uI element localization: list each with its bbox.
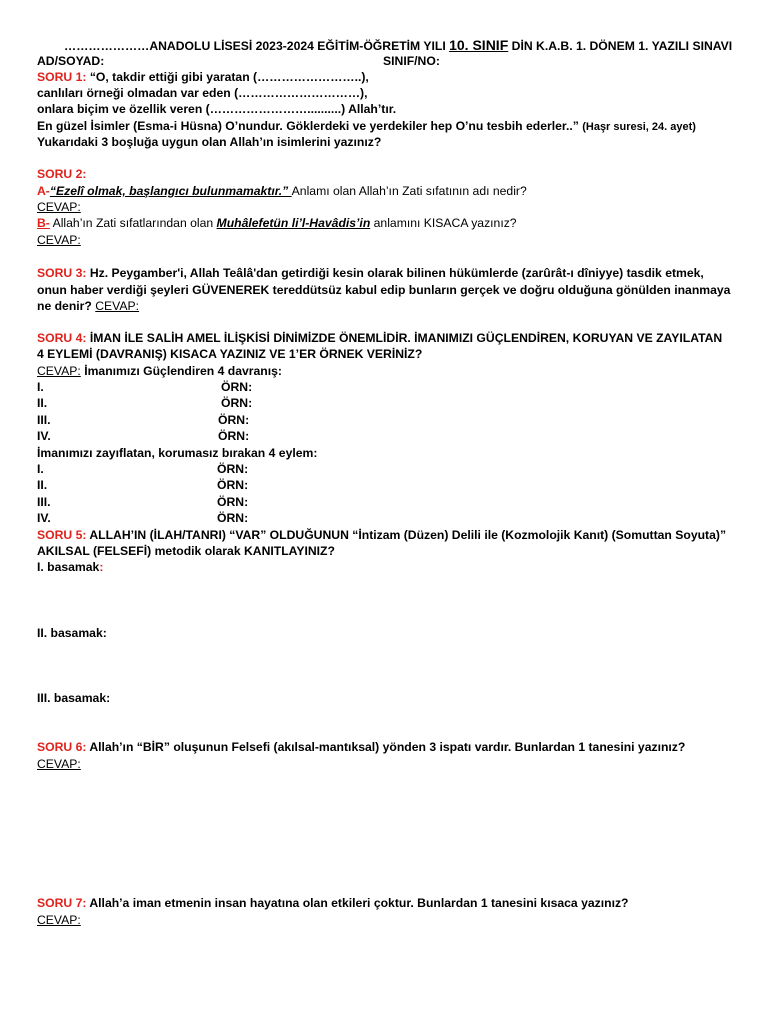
q4-label: SORU 4: <box>37 331 87 345</box>
q1-text4: En güzel İsimler (Esma-i Hüsna) O’nundur. Göklerdeki ve yerdekiler hep O’nu tesbih ederler..” <box>37 119 583 133</box>
q2-b-text1: Allah’ın Zati sıfatlarından olan <box>49 216 217 230</box>
q5-step1: I. basamak: <box>37 560 104 574</box>
q2-a-line <box>37 183 527 199</box>
q5-line2: AKILSAL (FELSEFİ) metodik olarak KANITLAYINIZ? <box>37 544 335 558</box>
q4-weak-row-4: IV. ÖRN: <box>37 511 249 525</box>
q2-answer2-label: CEVAP: <box>37 233 81 247</box>
q1-label: SORU 1: <box>37 70 87 84</box>
q6-answer-label: CEVAP: <box>37 757 81 771</box>
q1-line2: canlıları örneği olmadan var eden (…………………………), <box>37 86 368 100</box>
q4-line1 <box>37 330 722 346</box>
q3-text1: Hz. Peygamber'i, Allah Teâlâ'dan getirdiği kesin olarak bilinen hükümlerde (zarûrât-ı dîniyye) tasdik etmek, <box>86 266 704 280</box>
q5-text1: ALLAH’IN (İLAH/TANRI) “VAR” OLDUĞUNUN “İntizam (Düzen) Delili ile (Kozmolojik Kanıt) (Somuttan Soyuta)” <box>86 528 727 542</box>
q1-line4 <box>37 118 696 135</box>
q6-label: SORU 6: <box>37 740 87 754</box>
header-school: …………………ANADOLU LİSESİ 2023-2024 EĞİTİM-ÖĞRETİM YILI <box>64 39 450 53</box>
class-no-field-label: SINIF/NO: <box>383 54 440 68</box>
q2-a-quote: “Ezelî olmak, başlangıcı bulunmamaktır.” <box>49 184 292 198</box>
q2-b-text2: anlamını KISACA yazınız? <box>370 216 517 230</box>
q4-strength-title: İmanımızı Güçlendiren 4 davranış: <box>80 364 282 378</box>
q5-line1 <box>37 527 726 543</box>
q7-line1 <box>37 895 629 911</box>
q7-label: SORU 7: <box>37 896 87 910</box>
q2-b-label: B- <box>37 216 50 230</box>
q1-line3: onlara biçim ve özellik veren (……………………..........) Allah’tır. <box>37 102 397 116</box>
q6-line1 <box>37 739 685 755</box>
q4-weak-row-2: II. ÖRN: <box>37 478 249 492</box>
q4-weak-title: İmanımızı zayıflatan, korumasız bırakan 4 eylem: <box>37 446 318 460</box>
q4-strength-row-4: IV. ÖRN: <box>37 429 250 443</box>
q4-weak-row-3: III. ÖRN: <box>37 495 249 509</box>
q1-line1 <box>37 69 369 85</box>
q4-line2: 4 EYLEMİ (DAVRANIŞ) KISACA YAZINIZ VE 1’ER ÖRNEK VERİNİZ? <box>37 347 423 361</box>
q3-line2: onun haber verdiği şeyleri GÜVENEREK tereddütsüz kabul edip bunların gerçek ve doğru olduğuna gönülden inanmaya <box>37 283 731 297</box>
header-class: 10. SINIF <box>449 37 509 53</box>
q5-label: SORU 5: <box>37 528 87 542</box>
q7-answer-label: CEVAP: <box>37 913 81 927</box>
q4-text1: İMAN İLE SALİH AMEL İLİŞKİSİ DİNİMİZDE ÖNEMLİDİR. İMANIMIZI GÜÇLENDİREN, KORUYAN VE ZAYILATAN <box>86 331 723 345</box>
q7-text1: Allah’a iman etmenin insan hayatına olan etkileri çoktur. Bunlardan 1 tanesini kısaca yazınız? <box>86 896 629 910</box>
header-title: DİN K.A.B. 1. DÖNEM 1. YAZILI SINAVI <box>508 39 733 53</box>
q2-a-text: Anlamı olan Allah’ın Zati sıfatının adı nedir? <box>291 184 527 198</box>
q2-answer1-label: CEVAP: <box>37 200 81 214</box>
q2-b-term: Muhâlefetün li’l-Havâdis’in <box>216 216 371 230</box>
name-field-label: AD/SOYAD: <box>37 54 105 68</box>
q4-strength-row-3: III. ÖRN: <box>37 413 250 427</box>
q3-line3 <box>37 298 139 314</box>
q4-strength-heading <box>37 363 282 379</box>
q4-answer-label: CEVAP: <box>37 364 81 378</box>
q1-text1: “O, takdir ettiği gibi yaratan (……………………..), <box>86 70 369 84</box>
q5-step3: III. basamak: <box>37 691 111 705</box>
q3-label: SORU 3: <box>37 266 87 280</box>
q3-text3: ne denir? <box>37 299 96 313</box>
q2-a-label: A- <box>37 184 50 198</box>
q5-step2: II. basamak: <box>37 626 107 640</box>
exam-header <box>64 37 732 54</box>
q4-strength-row-2: II. ÖRN: <box>37 396 253 410</box>
q4-weak-row-1: I. ÖRN: <box>37 462 249 476</box>
q2-b-line <box>37 215 517 231</box>
q1-reference: (Haşr suresi, 24. ayet) <box>582 121 696 133</box>
q2-label: SORU 2: <box>37 167 87 181</box>
q1-line5: Yukarıdaki 3 boşluğa uygun olan Allah’ın isimlerini yazınız? <box>37 135 382 149</box>
q3-answer-label: CEVAP: <box>95 299 140 313</box>
q4-strength-row-1: I. ÖRN: <box>37 380 253 394</box>
q6-text1: Allah’ın “BİR” oluşunun Felsefi (akılsal-mantıksal) yönden 3 ispatı vardır. Bunlardan 1 tanesini yazınız? <box>86 740 686 754</box>
q3-line1 <box>37 265 704 281</box>
